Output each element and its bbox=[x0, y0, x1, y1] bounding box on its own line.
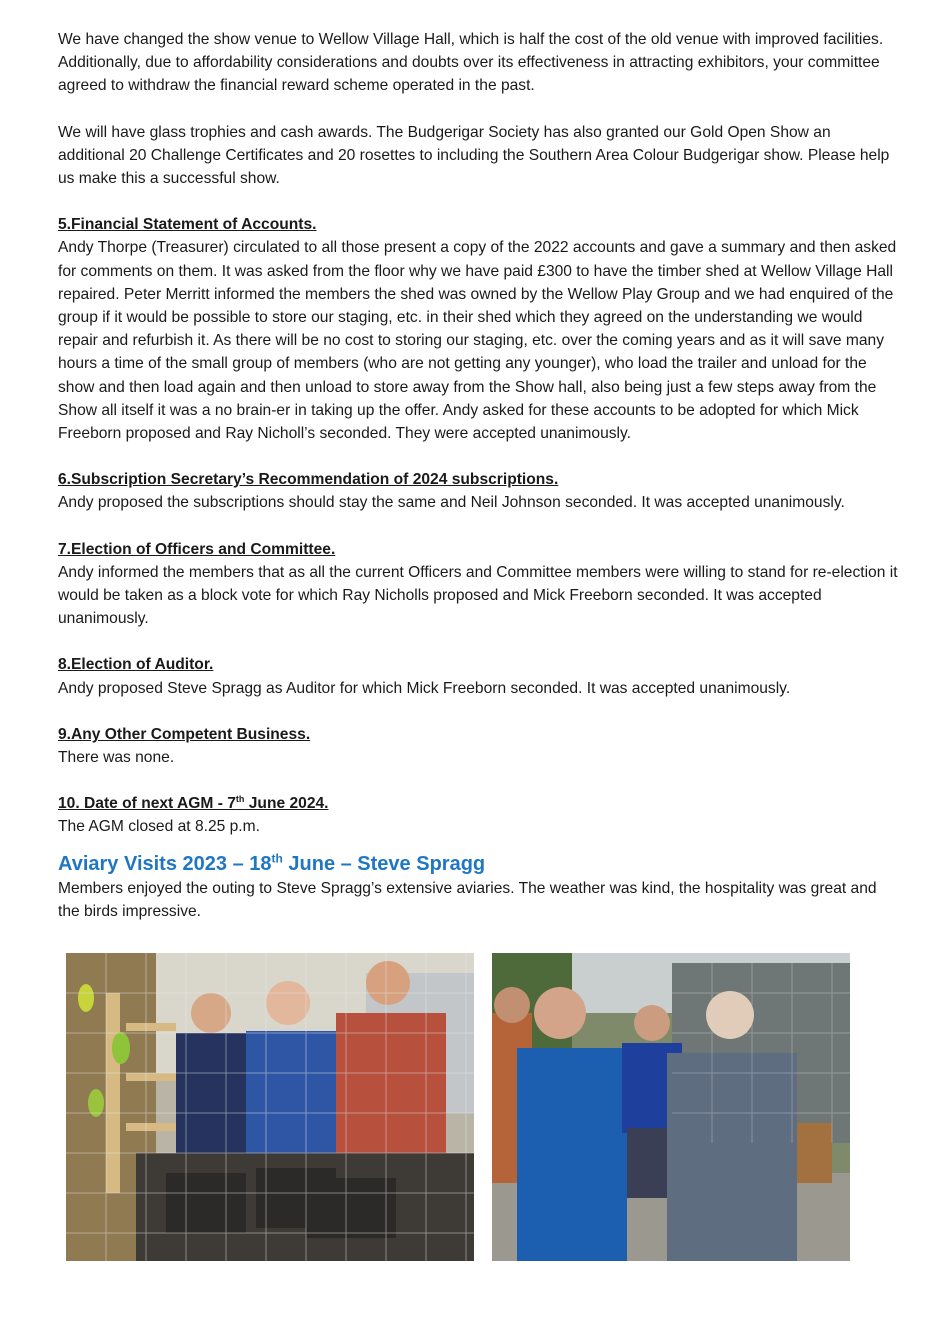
section-10-heading-sup: th bbox=[235, 794, 245, 805]
photo-row bbox=[66, 953, 850, 1261]
section-9-heading: 9.Any Other Competent Business. bbox=[58, 725, 311, 743]
photo-aviary-exterior bbox=[492, 953, 850, 1261]
section-10-heading-tail: June 2024. bbox=[244, 795, 329, 813]
section-5-heading: 5.Financial Statement of Accounts. bbox=[58, 216, 317, 234]
section-10-body: The AGM closed at 8.25 p.m. bbox=[58, 818, 260, 836]
section-8-heading: 8.Election of Auditor. bbox=[58, 656, 214, 674]
photo-aviary-interior bbox=[66, 953, 474, 1261]
intro-paragraph-2: We will have glass trophies and cash awards. The Budgerigar Society has also granted our Gold Open Show an additional 20 Challenge Certificates and 20 rosettes to including the Southern Area Colour Budgerigar show. Please help us make this a successful show. bbox=[58, 123, 890, 188]
aviary-visits-body: Members enjoyed the outing to Steve Spragg’s extensive aviaries. The weather was kind, the hospitality was great and the birds impressive. bbox=[58, 879, 877, 920]
aviary-exterior-image bbox=[492, 953, 850, 1261]
section-7-body: Andy informed the members that as all the current Officers and Committee members were willing to stand for re-election it would be taken as a block vote for which Ray Nicholls proposed and Mick Freeborn seconded. It was accepted unanimously. bbox=[58, 563, 898, 628]
aviary-visits-title bbox=[58, 851, 898, 877]
aviary-title-sup: th bbox=[271, 851, 283, 866]
content-column bbox=[58, 28, 898, 923]
section-6-heading: 6.Subscription Secretary’s Recommendation of 2024 subscriptions. bbox=[58, 471, 559, 489]
intro-paragraph-1: We have changed the show venue to Wellow Village Hall, which is half the cost of the old venue with improved facilities. Additionally, due to affordability considerations and doubts over its effectiveness in attracting exhibitors, your committee agreed to withdraw the financial reward scheme operated in the past. bbox=[58, 31, 884, 95]
aviary-title-text: Aviary Visits 2023 – 18 bbox=[58, 852, 272, 875]
aviary-interior-image bbox=[66, 953, 474, 1261]
section-7-heading: 7.Election of Officers and Committee. bbox=[58, 540, 336, 558]
section-8-body: Andy proposed Steve Spragg as Auditor for which Mick Freeborn seconded. It was accepted unanimously. bbox=[58, 679, 791, 697]
aviary-title-tail: June – Steve Spragg bbox=[282, 852, 486, 875]
section-6-body: Andy proposed the subscriptions should stay the same and Neil Johnson seconded. It was accepted unanimously. bbox=[58, 494, 845, 512]
section-10-heading-text: 10. Date of next AGM - 7 bbox=[58, 795, 236, 813]
section-9-body: There was none. bbox=[58, 749, 175, 767]
section-5-body: Andy Thorpe (Treasurer) circulated to all those present a copy of the 2022 accounts and gave a summary and then asked for comments on them. It was asked from the floor why we have paid £300 to have the timber shed at Wellow Village Hall repaired. Peter Merritt informed the members the shed was owned by the Wellow Play Group and we had enquired of the group if it would be possible to store our staging, etc. in their shed which they agreed on the understanding we would repair and refurbish it. As there will be no cost to storing our staging, etc. over the coming years and as it will save many hours a time of the small group of members (who are not getting any younger), who load the trailer and unload for the show and then load again and then unload to store away from the Show hall, also being just a few steps away from the Show all itself it was a no brain-er in taking up the offer. Andy asked for these accounts to be adopted for which Mick Freeborn proposed and Ray Nicholl’s seconded. They were accepted unanimously. bbox=[58, 239, 897, 443]
section-10-heading bbox=[58, 792, 898, 815]
